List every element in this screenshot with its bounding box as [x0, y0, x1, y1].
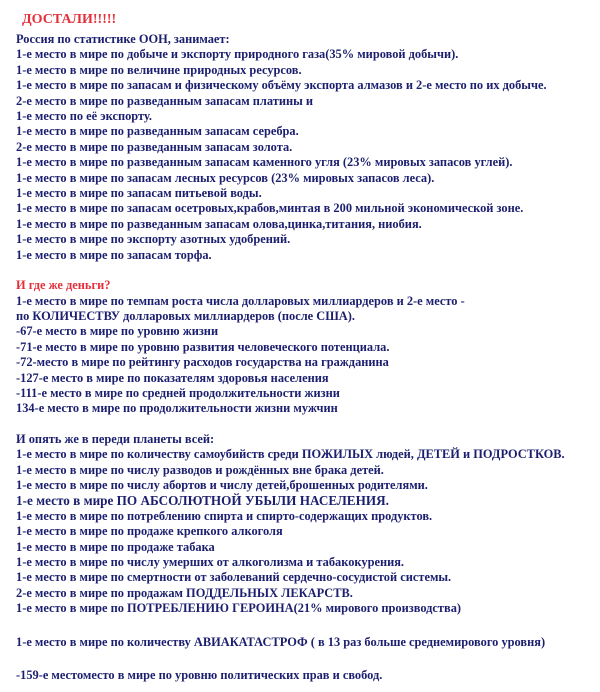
list-item: 1-е место в мире по потреблению спирта и спирто-содержащих продуктов. — [16, 508, 433, 523]
section-ahead — [16, 432, 600, 617]
section-money — [16, 278, 600, 417]
spacer — [16, 617, 600, 635]
section-resources — [16, 32, 600, 263]
list-item: 1-е место в мире по темпам роста числа долларовых миллиардеров и 2-е место - — [16, 293, 465, 308]
list-item: 1-е место в мире по разведанным запасам олова,цинка,титания, ниобия. — [16, 216, 422, 231]
section-money-heading: И где же деньги? — [16, 278, 111, 293]
list-item: 1-е место в мире по продаже крепкого алкоголя — [16, 524, 283, 539]
list-item: 1-е место в мире по запасам осетровых,крабов,минтая в 200 мильной экономической зоне. — [16, 201, 524, 216]
list-item: 1-е место по её экспорту. — [16, 109, 152, 124]
section-resources-intro: Россия по статистике ООН, занимает: — [16, 32, 230, 46]
list-item: 1-е место в мире по экспорту азотных удобрений. — [16, 232, 291, 247]
list-item: 1-е место в мире по запасам торфа. — [16, 247, 212, 262]
spacer — [16, 417, 600, 432]
list-item: 2-е место в мире по продажам ПОДДЕЛЬНЫХ ЛЕКАРСТВ. — [16, 585, 353, 600]
page-title: ДОСТАЛИ!!!!! — [22, 12, 117, 27]
list-item: 2-е место в мире по разведанным запасам золота. — [16, 139, 293, 154]
list-item: -72-место в мире по рейтингу расходов государства на гражданина — [16, 355, 389, 370]
list-item: 1-е место в мире по ПОТРЕБЛЕНИЮ ГЕРОИНА(21% мирового производства) — [16, 601, 462, 616]
spacer — [16, 263, 600, 278]
footer-line-aviation: 1-е место в мире по количеству АВИАКАТАСТРОФ ( в 13 раз больше среднемирового уровня) — [16, 634, 546, 649]
list-item: 1-е место в мире по разведанным запасам каменного угля (23% мировых запасов углей). — [16, 155, 513, 170]
list-item: -127-е место в мире по показателям здоровья населения — [16, 370, 329, 385]
list-item: 1-е место в мире по величине природных ресурсов. — [16, 62, 302, 77]
list-item: 1-е место в мире по запасам и физическому объёму экспорта алмазов и 2-е место по их добыче. — [16, 78, 547, 93]
list-item: -71-е место в мире по уровню развития человеческого потенциала. — [16, 339, 390, 354]
list-item: 1-е место в мире по смертности от заболеваний сердечно-сосудистой системы. — [16, 570, 452, 585]
list-item: 1-е место в мире по запасам лесных ресурсов (23% мировых запасов леса). — [16, 170, 435, 185]
list-item: 2-е место в мире по разведанным запасам платины и — [16, 93, 314, 108]
list-item: 1-е место в мире по числу разводов и рождённых вне брака детей. — [16, 462, 384, 477]
list-item: 1-е место в мире ПО АБСОЛЮТНОЙ УБЫЛИ НАСЕЛЕНИЯ. — [16, 493, 389, 509]
list-item: 1-е место в мире по разведанным запасам серебра. — [16, 124, 299, 139]
section-ahead-heading: И опять же в переди планеты всей: — [16, 431, 215, 446]
list-item: 1-е место в мире по запасам питьевой воды. — [16, 186, 262, 201]
list-item: 1-е место в мире по числу умерших от алкоголизма и табакокурения. — [16, 555, 405, 569]
list-item: 1-е место в мире по количеству самоубийств среди ПОЖИЛЫХ людей, ДЕТЕЙ и ПОДРОСТКОВ. — [16, 447, 565, 462]
list-item: 1-е место в мире по продаже табака — [16, 539, 215, 554]
list-item: по КОЛИЧЕСТВУ долларовых миллиардеров (после США). — [16, 308, 355, 323]
list-item: -111-е место в мире по средней продолжительности жизни — [16, 385, 340, 400]
list-item: 1-е место в мире по добыче и экспорту природного газа(35% мировой добычи). — [16, 47, 459, 62]
footer-line-rights: -159-е местоместо в мире по уровню политических прав и свобод. — [16, 668, 383, 683]
spacer — [16, 650, 600, 668]
list-item: -67-е место в мире по уровню жизни — [16, 324, 219, 339]
list-item: 1-е место в мире по числу абортов и числу детей,брошенных родителями. — [16, 477, 428, 492]
list-item: 134-е место в мире по продолжительности жизни мужчин — [16, 401, 338, 416]
